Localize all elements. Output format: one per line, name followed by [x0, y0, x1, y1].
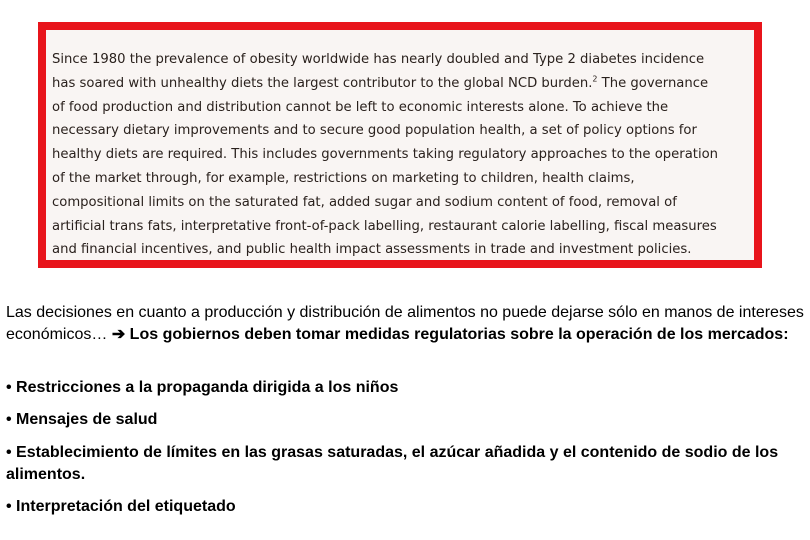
- bullet-item: • Establecimiento de límites en las grasas saturadas, el azúcar añadida y el contenido de sodio de los alimentos.: [6, 444, 779, 483]
- quote-line: compositional limits on the saturated fat, added sugar and sodium content of food, removal of: [52, 194, 677, 210]
- intro-paragraph: [6, 302, 806, 346]
- quote-line: and financial incentives, and public health impact assessments in trade and investment policies.: [52, 242, 692, 258]
- intro-plain-text: Las decisiones en cuanto a producción y distribución de alimentos no puede dejarse sólo en manos de intereses económicos…: [6, 304, 804, 343]
- quote-line: of the market through, for example, restrictions on marketing to children, health claims,: [52, 170, 635, 186]
- quoted-excerpt-frame: [38, 22, 762, 268]
- quote-line-segment: has soared with unhealthy diets the largest contributor to the global NCD burden.: [52, 75, 593, 91]
- bullet-item: • Interpretación del etiquetado: [6, 498, 236, 515]
- intro-bold-text: Los gobiernos deben tomar medidas regulatorias sobre la operación de los mercados:: [125, 326, 789, 343]
- quote-line: of food production and distribution cannot be left to economic interests alone. To achieve the: [52, 99, 669, 115]
- quote-line: necessary dietary improvements and to secure good population health, a set of policy options for: [52, 123, 697, 139]
- bullet-item: • Restricciones a la propaganda dirigida a los niños: [6, 379, 399, 396]
- quote-line: healthy diets are required. This includes governments taking regulatory approaches to the operation: [52, 147, 719, 163]
- quote-line-segment: The governance: [597, 75, 709, 91]
- quote-line: Since 1980 the prevalence of obesity worldwide has nearly doubled and Type 2 diabetes incidence: [52, 52, 705, 67]
- footnote-marker: 2: [592, 74, 598, 84]
- arrow-right-icon: ➔: [111, 326, 126, 343]
- quoted-excerpt-text: [52, 48, 756, 262]
- quote-line: artificial trans fats, interpretative front-of-pack labelling, restaurant calorie labelling, fiscal measures: [52, 218, 717, 234]
- bullet-item: • Mensajes de salud: [6, 411, 158, 428]
- quote-line: [52, 72, 756, 96]
